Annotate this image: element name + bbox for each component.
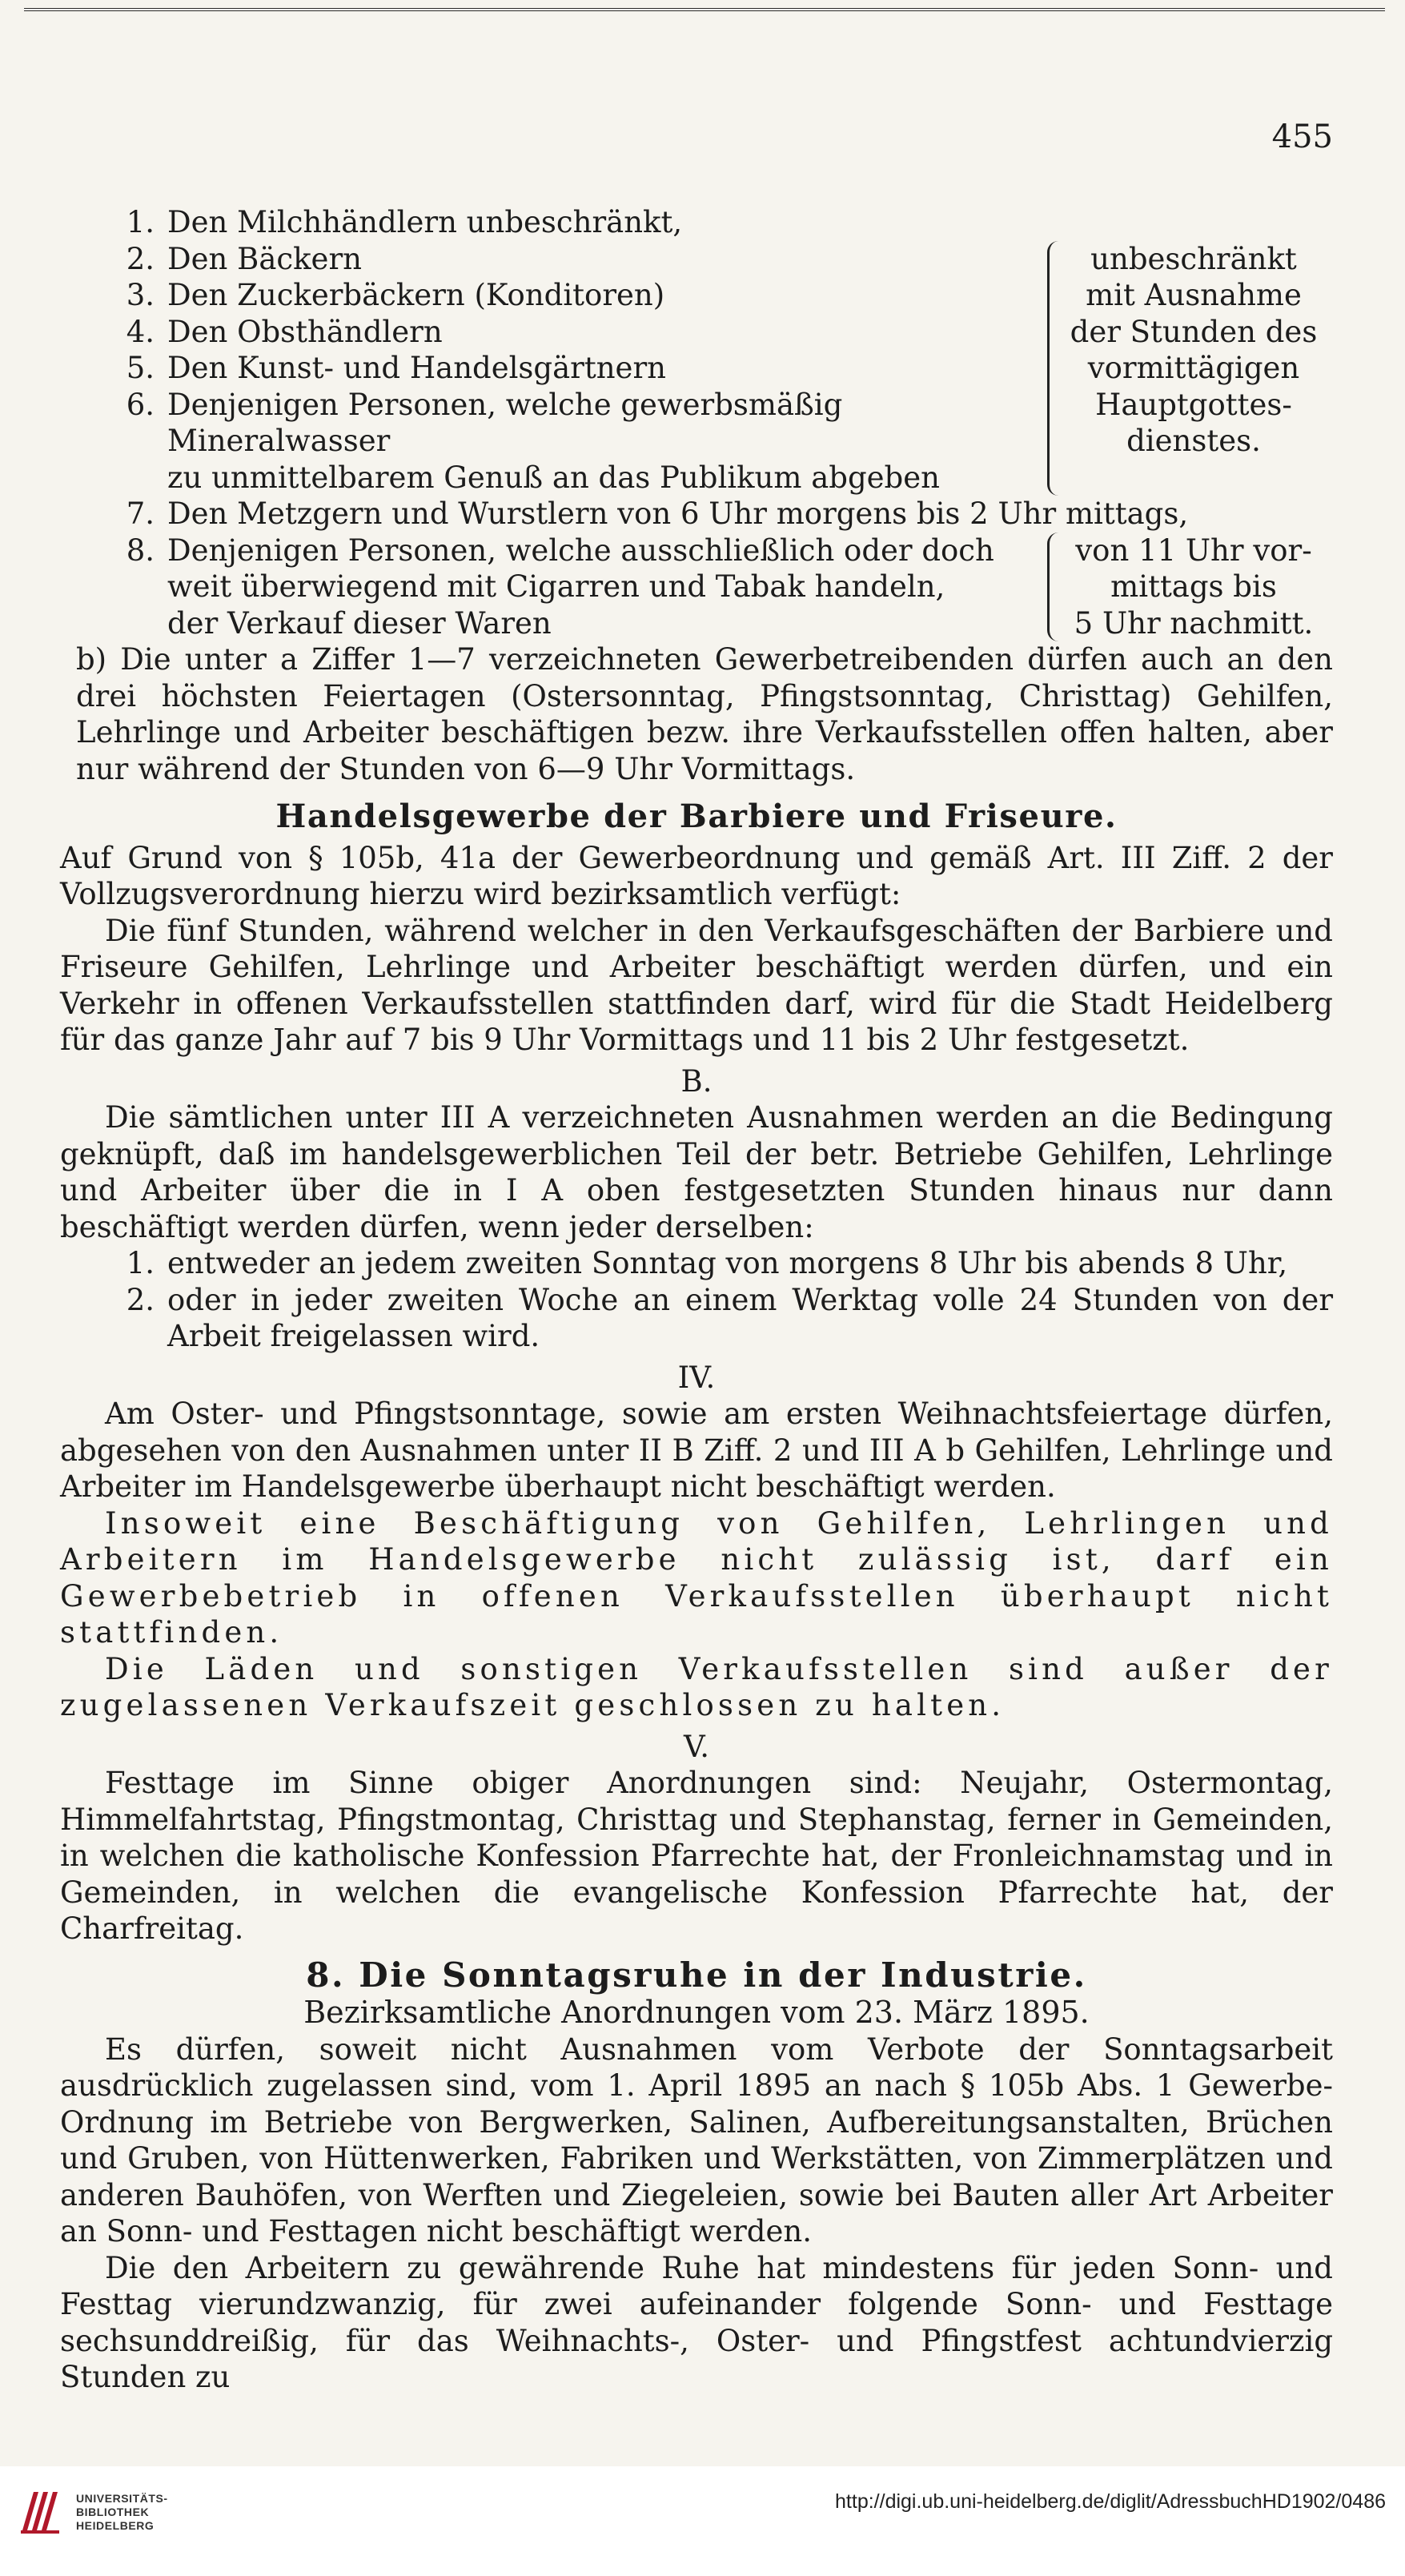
paragraph: Festtage im Sinne obiger Anordnungen sind: Neujahr, Ostermontag, Himmelfahrtstag, Pfingstmontag, Christtag und Stephanstag, ferner in Gemeinden, in welchen die katholische Konfession Pfarrechte hat, der Fronleichnamstag und in Gemeinden, in welchen die evangelische Konfession Pfarrechte hat, der Charfreitag. [60,1766,1333,1946]
list-group-braced [60,532,1333,642]
paragraph: Es dürfen, soweit nicht Ausnahmen vom Verbote der Sonntagsarbeit ausdrücklich zugelassen sind, vom 1. April 1895 an nach § 105b Abs. 1 Gewerbe-Ordnung im Betriebe von Bergwerken, Salinen, Aufbereitungsanstalten, Brüchen und Gruben, von Hüttenwerken, Fabriken und Werkstätten, von Zimmerplätzen und anderen Bauhöfen, von Werften und Ziegeleien, sowie bei Bauten aller Art Arbeiter an Sonn- und Festtagen nicht beschäftigt werden. [60,2031,1333,2248]
page-body [60,204,1333,2396]
list-item-continuation: der Verkauf dieser Waren [167,605,552,641]
section-subheading: Bezirksamtliche Anordnungen vom 23. März 1895. [303,1995,1090,2030]
paragraph-emphasized: Die Läden und sonstigen Verkaufsstellen sind außer der zugelassenen Verkaufszeit geschlossen zu halten. [60,1651,1333,1722]
section-label: IV. [677,1360,716,1395]
page-number: 455 [1271,119,1333,155]
list-item: 6. Denjenigen Personen, welche gewerbsmäßig Mineralwasser [126,387,843,458]
footer-bar [0,2466,1405,2576]
list-item: 2. Den Bäckern [126,241,362,276]
brace-note: unbeschränkt mit Ausnahme der Stunden des vormittägigen Hauptgottes- dienstes. [1047,241,1333,496]
paragraph-emphasized: Insoweit eine Beschäftigung von Gehilfen, Lehrlingen und Arbeitern im Handelsgewerbe nicht zulässig ist, darf ein Gewerbebetrieb in offenen Verkaufsstellen überhaupt nicht stattfinden. [60,1505,1333,1650]
paragraph: Die den Arbeitern zu gewährende Ruhe hat mindestens für jeden Sonn- und Festtag vierundzwanzig, für zwei aufeinander folgende Sonn- und Festtage sechsunddreißig, für das Weihnachts-, Oster- und Pfingstfest achtundvierzig Stunden zu [60,2250,1333,2394]
list-item: 8. Denjenigen Personen, welche ausschließlich oder doch [126,532,994,568]
library-logo-text: UNIVERSITÄTS- BIBLIOTHEK HEIDELBERG [76,2492,168,2532]
section-label: V. [683,1729,709,1764]
list-item: 1. Den Milchhändlern unbeschränkt, [126,205,683,239]
paragraph-emphasized: Die fünf Stunden, während welcher in den Verkaufsgeschäften der Barbiere und Friseure Gehilfen, Lehrlinge und Arbeiter beschäftigt werden dürfen, und ein Verkehr in offenen Verkaufsstellen stattfinden darf, wird für die Stadt Heidelberg für das ganze Jahr auf 7 bis 9 Uhr Vormittags und 11 bis 2 Uhr festgesetzt. [60,913,1333,1057]
list-item-continuation: weit überwiegend mit Cigarren und Tabak handeln, [167,569,945,604]
brace-note: von 11 Uhr vor- mittags bis 5 Uhr nachmitt. [1047,532,1333,642]
paragraph: Die sämtlichen unter III A verzeichneten Ausnahmen werden an die Bedingung geknüpft, daß im handelsgewerblichen Teil der betr. Betriebe Gehilfen, Lehrlinge und Arbeiter über die in I A oben festgesetzten Stunden hinaus nur dann beschäftigt werden dürfen, wenn jeder derselben: [60,1100,1333,1244]
page-top-rule [24,0,1385,11]
list-item: 5. Den Kunst- und Handelsgärtnern [126,351,666,385]
paragraph-b: b) Die unter a Ziffer 1—7 verzeichneten Gewerbetreibenden dürfen auch an den drei höchsten Feiertagen (Ostersonntag, Pfingstsonntag, Christtag) Gehilfen, Lehrlinge und Arbeiter beschäftigen bezw. ihre Verkaufsstellen offen halten, aber nur während der Stunden von 6—9 Uhr Vormittags. [76,642,1333,786]
section-label: B. [680,1063,713,1099]
university-library-logo-icon [18,2484,62,2535]
list-item: 2. oder in jeder zweiten Woche an einem Werktag volle 24 Stunden von der Arbeit freigelassen wird. [126,1282,1333,1353]
section-heading: 8. Die Sonntagsruhe in der Industrie. [306,1955,1087,1995]
list-item: zu unmittelbarem Genuß an das Publikum abgeben [167,460,940,495]
paragraph: Auf Grund von § 105b, 41a der Gewerbeordnung und gemäß Art. III Ziff. 2 der Vollzugsverordnung hierzu wird bezirksamtlich verfügt: [60,840,1333,911]
paragraph: Am Oster- und Pfingstsonntage, sowie am ersten Weihnachtsfeiertage dürfen, abgesehen von den Ausnahmen unter II B Ziff. 2 und III A b Gehilfen, Lehrlinge und Arbeiter im Handelsgewerbe überhaupt nicht beschäftigt werden. [60,1397,1333,1504]
list-item: 3. Den Zuckerbäckern (Konditoren) [126,278,665,312]
list-item: 7. Den Metzgern und Wurstlern von 6 Uhr morgens bis 2 Uhr mittags, [126,496,1189,531]
section-heading: Handelsgewerbe der Barbiere und Friseure. [275,798,1118,835]
list-item: 4. Den Obsthändlern [126,314,443,349]
list-group-braced [60,241,1333,496]
source-url-link[interactable]: http://digi.ub.uni-heidelberg.de/diglit/AdressbuchHD1902/0486 [835,2490,1386,2513]
list-item: 1. entweder an jedem zweiten Sonntag von morgens 8 Uhr bis abends 8 Uhr, [126,1246,1288,1280]
